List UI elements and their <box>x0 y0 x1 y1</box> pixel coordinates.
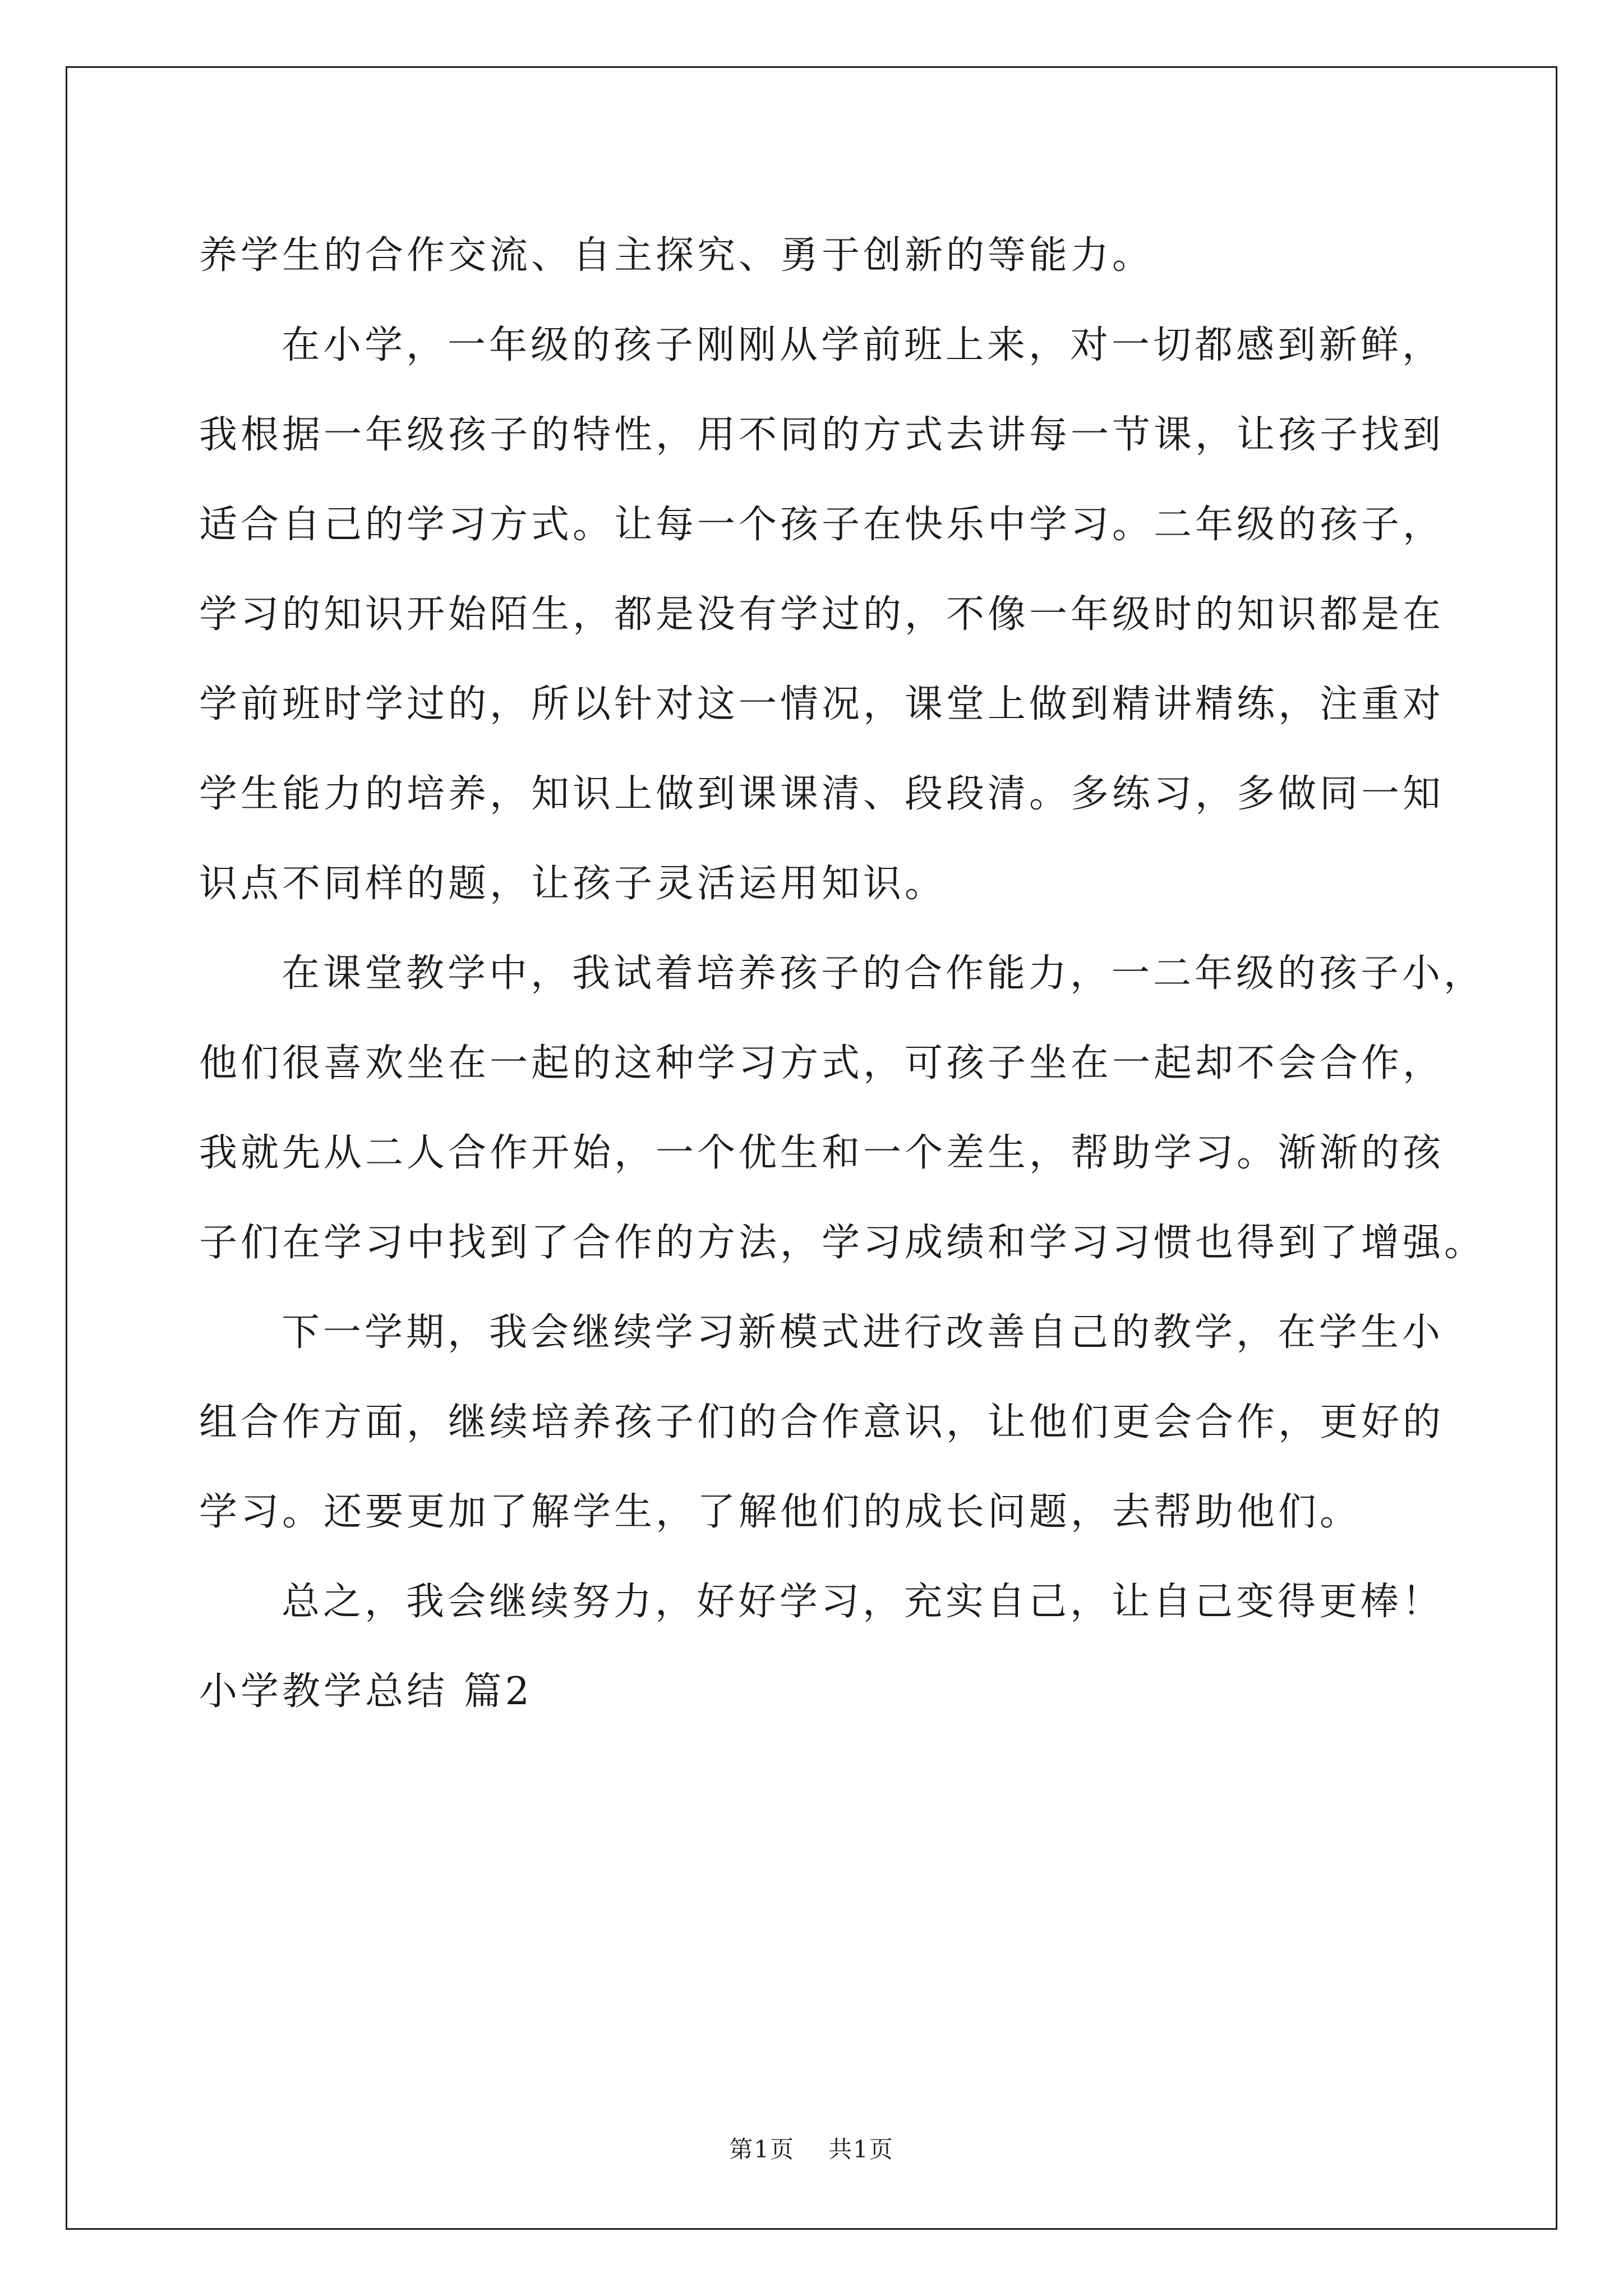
page-footer <box>0 2133 1623 2166</box>
page-number-total: 共1页 <box>828 2136 894 2163</box>
text-line-1: 养学生的合作交流、自主探究、勇于创新的等能力。 <box>199 233 1154 278</box>
text-line-15: 学习。还要更加了解学生，了解他们的成长问题，去帮助他们。 <box>199 1490 1362 1534</box>
text-line-4: 适合自己的学习方式。让每一个孩子在快乐中学习。二年级的孩子， <box>199 503 1445 547</box>
text-line-7: 学生能力的培养，知识上做到课课清、段段清。多练习，多做同一知 <box>199 772 1445 816</box>
page-number-current: 第1页 <box>729 2136 795 2163</box>
text-line-2: 在小学，一年级的孩子刚刚从学前班上来，对一切都感到新鲜， <box>282 323 1444 367</box>
text-line-12: 子们在学习中找到了合作的方法，学习成绩和学习习惯也得到了增强。 <box>199 1221 1486 1265</box>
text-line-14: 组合作方面，继续培养孩子们的合作意识，让他们更会合作，更好的 <box>199 1400 1445 1444</box>
text-line-9: 在课堂教学中，我试着培养孩子的合作能力，一二年级的孩子小， <box>282 951 1486 996</box>
text-line-10: 他们很喜欢坐在一起的这种学习方式，可孩子坐在一起却不会合作， <box>199 1041 1445 1085</box>
text-line-3: 我根据一年级孩子的特性，用不同的方式去讲每一节课，让孩子找到 <box>199 413 1445 457</box>
text-line-8: 识点不同样的题，让孩子灵活运用知识。 <box>199 862 947 906</box>
text-line-5: 学习的知识开始陌生，都是没有学过的，不像一年级时的知识都是在 <box>199 592 1445 637</box>
text-line-6: 学前班时学过的，所以针对这一情况，课堂上做到精讲精练，注重对 <box>199 682 1445 726</box>
text-line-16: 总之，我会继续努力，好好学习，充实自己，让自己变得更棒！ <box>282 1580 1444 1624</box>
document-body <box>199 211 1486 1737</box>
text-line-13: 下一学期，我会继续学习新模式进行改善自己的教学，在学生小 <box>282 1310 1444 1355</box>
text-line-11: 我就先从二人合作开始，一个优生和一个差生，帮助学习。渐渐的孩 <box>199 1131 1445 1175</box>
section-heading: 小学教学总结 篇2 <box>199 1669 533 1714</box>
